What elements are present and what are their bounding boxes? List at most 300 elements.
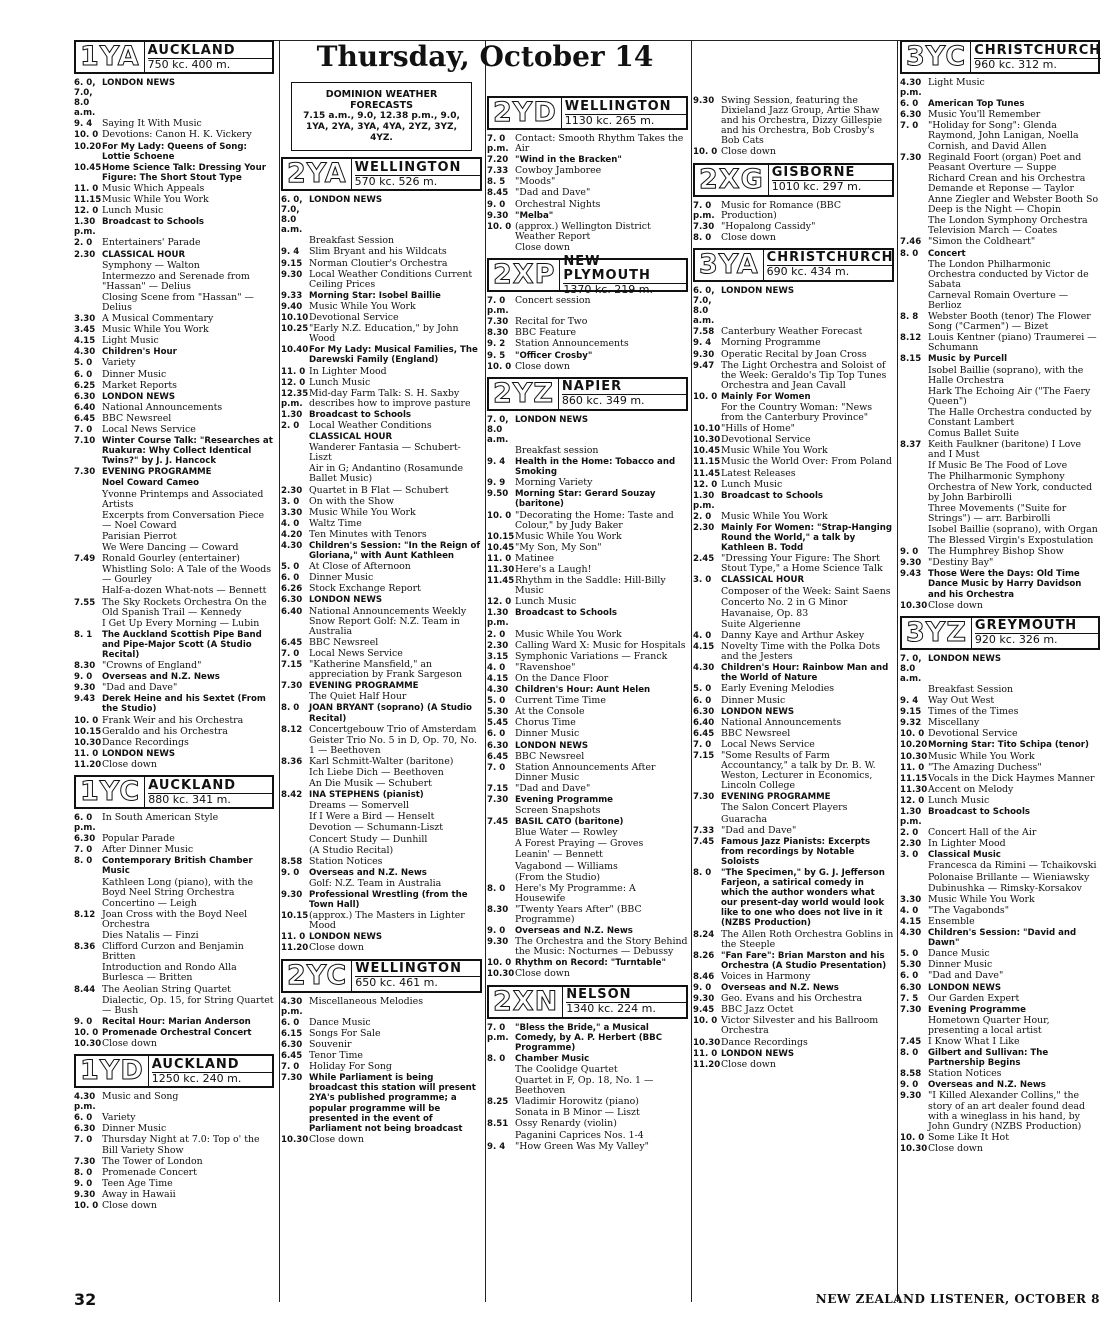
station-city: GISBORNE — [771, 165, 856, 181]
station-call-sign: 2XP — [493, 258, 556, 290]
programme-time: 10. 0 — [74, 715, 99, 726]
programme-time: 3. 0 — [281, 496, 300, 507]
programme-title: "Holiday for Song": Glenda Raymond, John Lanigan, Noella Cornish, and David Allen — [928, 120, 1079, 152]
programme-time — [74, 931, 102, 941]
programme-item — [74, 1113, 274, 1123]
programme-time: 7.30 — [900, 1004, 922, 1015]
station-call-sign: 2XN — [493, 985, 559, 1017]
programme-title: Dialectic, Op. 15, for String Quartet — Bush — [102, 994, 274, 1016]
programme-title: Variety — [102, 1112, 136, 1124]
programme-time: 4. 0 — [281, 518, 300, 529]
station-frequency: 920 kc. 326 m. — [975, 633, 1098, 646]
programme-time: 10.20 — [900, 740, 928, 751]
station-call-sign: 2YZ — [493, 377, 554, 409]
programme-title: Morning Star: Tito Schipa (tenor) — [928, 740, 1089, 751]
programme-item — [281, 911, 482, 931]
programme-time: 7.15 — [487, 783, 509, 794]
station-header — [281, 959, 482, 993]
programme-item — [900, 949, 1100, 959]
programme-title: Joan Cross with the Boyd Neel Orchestra — [102, 908, 248, 930]
programme-time: 9. 0 — [900, 1080, 919, 1091]
programme-title: Richard Crean and his Orchestra Demande et Reponse — Taylor — [928, 172, 1086, 194]
programme-item — [281, 638, 482, 648]
programme-title: Parisian Pierrot — [102, 530, 177, 542]
programme-title: Close down — [515, 360, 570, 372]
programme-time: 4.30 p.m. — [900, 78, 922, 99]
programme-item — [693, 803, 894, 813]
programme-title: Voices in Harmony — [721, 970, 811, 982]
programme-item — [693, 663, 894, 683]
programme-item — [281, 378, 482, 388]
station-city: CHRISTCHURCH — [974, 42, 1102, 58]
programme-title: LONDON NEWS — [721, 706, 795, 717]
station-frequency: 1130 kc. 265 m. — [565, 114, 686, 127]
programme-item — [693, 609, 894, 619]
programme-time — [693, 815, 721, 825]
programme-item — [693, 631, 894, 641]
programme-item — [487, 166, 688, 176]
programme-title: "Dad and Dave" — [515, 782, 591, 794]
programme-item — [900, 696, 1100, 706]
programme-title: BBC Newsreel — [309, 636, 379, 648]
programme-title: Concerto No. 2 in G Minor — [721, 596, 848, 608]
programme-item — [281, 835, 482, 845]
programme-title: Quartet in B Flat — Schubert — [309, 484, 449, 496]
programme-title: Excerpts from Conversation Piece — Noel Coward — [102, 509, 265, 531]
programme-item — [900, 408, 1100, 428]
programme-title: BBC Newsreel — [102, 412, 172, 424]
programme-time: 2.30 — [900, 839, 922, 850]
programme-time — [74, 619, 102, 629]
programme-item — [487, 554, 688, 564]
programme-time: 6.25 — [74, 380, 96, 391]
programme-item — [487, 1142, 688, 1152]
programme-item — [693, 868, 894, 929]
programme-time: 7.30 — [281, 1073, 303, 1084]
programme-time: 10. 0 — [487, 221, 512, 232]
programme-title: Music While You Work — [515, 530, 622, 542]
programme-title: Lunch Music — [515, 596, 577, 608]
programme-title: Danny Kaye and Arthur Askey — [721, 629, 865, 641]
station-frequency: 1250 kc. 240 m. — [152, 1072, 272, 1085]
programme-item — [693, 480, 894, 490]
programme-title: Devotions: Canon H. K. Vickery — [102, 129, 252, 141]
programme-item — [693, 233, 894, 243]
programme-time: 7. 0 p.m. — [487, 134, 509, 155]
programme-item — [487, 511, 688, 531]
programme-item — [693, 740, 894, 750]
programme-title: Morning Variety — [515, 477, 593, 489]
programme-item — [281, 345, 482, 365]
programme-title: Station Notices — [309, 855, 383, 867]
station-frequency: 690 kc. 434 m. — [767, 265, 894, 278]
programme-item — [487, 597, 688, 607]
programme-title: LONDON NEWS — [102, 391, 176, 402]
station-frequency: 750 kc. 400 m. — [148, 58, 272, 71]
programme-item — [74, 543, 274, 553]
programme-title: Home Science Talk: Dressing Your Figure: The Short Stout Type — [102, 162, 266, 183]
programme-time: 6. 0 — [900, 99, 919, 110]
programme-time: 10.30 — [281, 1134, 309, 1145]
programme-title: Webster Booth (tenor) The Flower Song ("Carmen") — Bizet — [928, 311, 1091, 333]
programme-item — [900, 569, 1100, 599]
programme-time: 6. 0 — [74, 369, 93, 380]
programme-time: 9. 0 — [281, 867, 300, 878]
forecast-times: 7.15 a.m., 9.0, 12.38 p.m., 9.0, 1YA, 2YA, 3YA, 4YA, 2YZ, 3YZ, 4YZ. — [303, 111, 460, 143]
programme-item — [281, 247, 482, 257]
programme-time: 2.30 — [281, 485, 303, 496]
programme-item — [900, 525, 1100, 535]
programme-title: LONDON NEWS — [309, 195, 383, 205]
programme-item — [693, 1060, 894, 1070]
programme-item — [281, 432, 482, 442]
programme-title: National Announcements — [721, 716, 842, 728]
programme-title: Dance Music — [928, 948, 990, 960]
programme-title: Concert — [928, 248, 966, 259]
programme-time: 3.45 — [74, 325, 96, 336]
programme-item — [281, 236, 482, 246]
programme-time: 7. 0 — [281, 648, 300, 659]
programme-time — [74, 293, 102, 313]
programme-title: Overseas and N.Z. News — [928, 1080, 1046, 1091]
programme-time: 10.30 — [74, 737, 102, 748]
programme-time: 9. 0 — [74, 672, 93, 683]
programme-time: 5. 0 — [693, 684, 712, 695]
programme-item — [900, 472, 1100, 502]
programme-item — [281, 736, 482, 756]
programme-time — [900, 195, 928, 215]
programme-time — [693, 403, 721, 423]
programme-item — [74, 272, 274, 292]
programme-title: Slim Bryant and his Wildcats — [309, 246, 447, 258]
programme-time — [487, 1065, 515, 1075]
programme-time: 10.45 — [74, 162, 102, 173]
programme-item — [487, 969, 688, 979]
programme-title: "Decorating the Home: Taste and Colour," by Judy Baker — [515, 509, 674, 531]
programme-title: Morning Star: Gerard Souzay (baritone) — [515, 489, 656, 510]
programme-item — [900, 312, 1100, 332]
programme-title: An Die Musik — Schubert — [309, 778, 432, 790]
programme-time: 7. 0, 8.0 a.m. — [487, 414, 509, 445]
programme-time: 7. 0 — [900, 121, 919, 132]
programme-title: Close down — [928, 599, 983, 611]
programme-time: 7.15 — [693, 750, 715, 761]
programme-title: Local News Service — [102, 424, 196, 435]
programme-item — [693, 815, 894, 825]
programme-time: 9.15 — [281, 258, 303, 269]
programme-item — [281, 324, 482, 344]
programme-title: A Musical Commentary — [102, 313, 214, 325]
programme-time: 6.45 — [281, 1051, 303, 1062]
programme-time: 7.33 — [487, 166, 509, 177]
programme-title: Music While You Work — [515, 628, 622, 640]
programme-title: In South American Style — [102, 812, 219, 823]
programme-time: 9.30 — [900, 1091, 922, 1102]
programme-title: Contact: Smooth Rhythm Takes the Air — [515, 133, 684, 155]
programme-title: Accent on Melody — [928, 783, 1014, 795]
programme-title: "Melba" — [515, 210, 554, 221]
programme-item — [487, 674, 688, 684]
programme-item — [900, 861, 1100, 871]
programme-title: Ensemble — [928, 915, 975, 927]
programme-time: 9.47 — [693, 360, 715, 371]
programme-time — [281, 779, 309, 789]
programme-item — [487, 630, 688, 640]
programme-item — [693, 424, 894, 434]
station-info — [558, 379, 686, 409]
programme-item — [74, 1201, 274, 1211]
programme-title: Promenade Concert — [102, 1166, 197, 1178]
programme-time: 9.50 — [487, 489, 509, 500]
programme-item — [487, 351, 688, 361]
programme-title: Light Music — [928, 77, 985, 88]
programme-time: 9.45 — [693, 1005, 715, 1016]
programme-title: Broadcast to Schools — [309, 409, 412, 420]
programme-title: Devotional Service — [721, 434, 811, 446]
programme-time — [900, 291, 928, 311]
programme-item — [487, 200, 688, 210]
programme-item — [900, 895, 1100, 905]
programme-time — [74, 261, 102, 271]
programme-title: Overseas and N.Z. News — [515, 926, 633, 937]
programme-title: BASIL CATO (baritone) — [515, 817, 624, 828]
programme-time: 10.15 — [281, 911, 309, 922]
programme-title: Dinner Music — [102, 1123, 167, 1135]
programme-item — [487, 134, 688, 154]
programme-item — [74, 683, 274, 693]
programme-time: 6.15 — [281, 1028, 303, 1039]
programme-item — [900, 1091, 1100, 1131]
programme-time: 6.40 — [281, 606, 303, 617]
programme-title: Dinner Music — [102, 368, 167, 380]
programme-item — [74, 899, 274, 909]
programme-time — [74, 565, 102, 585]
programme-title: Hometown Quarter Hour, presenting a local artist — [928, 1014, 1050, 1036]
programme-item — [281, 291, 482, 301]
programme-time: 4.30 p.m. — [281, 996, 303, 1017]
programme-time: 3.30 — [74, 314, 96, 325]
programme-item — [281, 703, 482, 723]
programme-time — [693, 803, 721, 813]
programme-time: 7.30 — [693, 221, 715, 232]
programme-title: Wanderer Fantasia — Schubert-Liszt — [309, 442, 461, 464]
programme-item — [74, 206, 274, 216]
programme-item — [281, 779, 482, 789]
programme-item — [487, 362, 688, 372]
programme-title: Music the World Over: From Poland — [721, 456, 892, 468]
station-city: NAPIER — [561, 379, 623, 395]
programme-time — [693, 587, 721, 597]
programme-item — [74, 749, 274, 759]
column-rule — [897, 40, 898, 1302]
programme-title: National Announcements Weekly Snow Report Golf: N.Z. Team in Australia — [309, 605, 467, 637]
programme-item — [900, 249, 1100, 259]
programme-item — [693, 512, 894, 522]
programme-item — [74, 78, 274, 118]
station-city: GREYMOUTH — [974, 618, 1078, 634]
programme-time — [487, 243, 515, 253]
programme-item — [74, 942, 274, 962]
programme-item — [281, 660, 482, 680]
programme-title: EVENING PROGRAMME — [721, 792, 831, 803]
programme-item — [487, 1131, 688, 1141]
programme-time: 7.30 — [281, 681, 303, 692]
programme-title: Operatic Recital by Joan Cross — [721, 348, 867, 360]
programme-time — [900, 387, 928, 407]
programme-time — [74, 511, 102, 531]
programme-item — [693, 620, 894, 630]
programme-time: 3.15 — [487, 651, 509, 662]
programme-title: Broadcast to Schools — [515, 608, 618, 619]
programme-time: 8.58 — [281, 856, 303, 867]
programme-title: Station Announcements — [515, 338, 629, 350]
programme-item — [281, 508, 482, 518]
programme-item — [281, 823, 482, 833]
programme-time: 1.30 p.m. — [900, 807, 922, 828]
programme-title: Vagabond — Williams — [515, 860, 618, 872]
programme-title: Entertainers' Parade — [102, 237, 201, 249]
programme-time: 6. 0 — [74, 1113, 93, 1124]
programme-time — [281, 692, 309, 702]
programme-time: 7. 0 — [281, 1062, 300, 1073]
programme-item — [487, 850, 688, 860]
programme-title: Ten Minutes with Tenors — [309, 528, 427, 540]
programme-time: 9. 0 — [900, 547, 919, 558]
programme-item — [900, 237, 1100, 247]
programme-item — [487, 718, 688, 728]
programme-title: Concertgebouw Trio of Amsterdam — [309, 723, 477, 735]
programme-time: 5. 0 — [900, 949, 919, 960]
programme-title: Songs For Sale — [309, 1027, 381, 1039]
programme-item — [74, 358, 274, 368]
programme-title: EVENING PROGRAMME — [102, 467, 212, 478]
programme-time: 11.20 — [74, 759, 102, 770]
programme-title: Calling Ward X: Music for Hospitals — [515, 639, 686, 651]
programme-item — [487, 1097, 688, 1107]
programme-time: 6. 0 — [900, 971, 919, 982]
programme-item — [281, 367, 482, 377]
programme-time: 9.15 — [900, 707, 922, 718]
programme-title: The Salon Concert Players — [721, 802, 848, 814]
station-call-sign: 2XG — [699, 163, 764, 195]
programme-title: Three Movements ("Suite for Strings") — arr. Barbirolli — [928, 502, 1067, 524]
programme-item — [900, 1144, 1100, 1154]
programme-title: Winter Course Talk: "Researches at Ruakura: Why Collect Identical Twins?" by J. J. Hancock — [102, 436, 273, 467]
programme-time: 10.45 — [693, 446, 721, 457]
programme-item — [281, 410, 482, 420]
programme-item — [74, 1179, 274, 1189]
programme-title: "Moods" — [515, 176, 556, 188]
programme-item — [281, 846, 482, 856]
programme-title: Music Which Appeals — [102, 182, 205, 194]
programme-time: 7. 0 — [693, 739, 712, 750]
programme-time — [281, 236, 309, 246]
programme-time — [74, 963, 102, 983]
programme-time: 10.30 — [693, 1037, 721, 1048]
programme-item — [74, 467, 274, 477]
programme-title: Noel Coward Cameo — [102, 478, 199, 489]
programme-time: 11.45 — [693, 468, 721, 479]
programme-item — [487, 884, 688, 904]
programme-item — [74, 856, 274, 876]
programme-time: 3. 0 — [900, 850, 919, 861]
programme-item — [281, 757, 482, 767]
programme-time: 5. 0 — [487, 696, 506, 707]
programme-time: 10. 0 — [693, 1016, 718, 1027]
programme-item — [74, 963, 274, 983]
programme-time: 9.30 — [900, 558, 922, 569]
programme-item — [693, 1038, 894, 1048]
programme-item — [281, 1040, 482, 1050]
programme-item — [487, 339, 688, 349]
programme-time: 6. 0, 7.0, 8.0 a.m. — [74, 78, 96, 119]
programme-time: 10.25 — [281, 324, 309, 335]
programme-time — [900, 525, 928, 535]
programme-title: Clifford Curzon and Benjamin Britten — [102, 941, 244, 963]
column-4 — [693, 96, 894, 1075]
programme-time: 8.25 — [487, 1097, 509, 1108]
programme-item — [487, 958, 688, 968]
programme-item — [74, 996, 274, 1016]
programme-time — [900, 461, 928, 471]
programme-item — [900, 828, 1100, 838]
station-call-sign: 2YD — [493, 96, 557, 128]
programme-item — [281, 607, 482, 637]
programme-item — [900, 807, 1100, 827]
programme-title: Dubinushka — Rimsky-Korsakov — [928, 882, 1082, 894]
programme-title: Close down — [515, 968, 570, 980]
programme-time — [900, 884, 928, 894]
programme-item — [281, 857, 482, 867]
programme-item — [900, 796, 1100, 806]
programme-title: Tenor Time — [309, 1050, 363, 1062]
programme-title: Ronald Gourley (entertainer) — [102, 553, 240, 565]
programme-time: 11. 0 — [281, 366, 306, 377]
programme-title: Local News Service — [721, 738, 815, 750]
programme-title: Music While You Work — [721, 510, 828, 522]
programme-item — [900, 153, 1100, 173]
programme-item — [487, 543, 688, 553]
programme-time: 9. 4 — [900, 696, 919, 707]
programme-item — [487, 1065, 688, 1075]
programme-title: Music While You Work — [928, 750, 1035, 762]
programme-title: Thursday Night at 7.0: Top o' the Bill Variety Show — [102, 1134, 260, 1156]
programme-item — [281, 801, 482, 811]
programme-title: Rhythm in the Saddle: Hill-Billy Music — [515, 575, 666, 597]
programme-title: The Blessed Virgin's Expostulation — [928, 535, 1094, 547]
programme-time: 7.30 — [487, 794, 509, 805]
programme-title: Introduction and Rondo Alla Burlesca — Britten — [102, 962, 237, 984]
programme-item — [281, 997, 482, 1017]
programme-item — [693, 587, 894, 597]
programme-title: Here's My Programme: A Housewife — [515, 882, 636, 904]
programme-item — [487, 155, 688, 165]
programme-time: 10.10 — [281, 313, 309, 324]
programme-time: 4.30 p.m. — [74, 1092, 96, 1113]
station-info — [971, 618, 1098, 648]
programme-title: Lunch Music — [102, 205, 164, 217]
programme-time: 6.30 — [900, 110, 922, 121]
programme-item — [487, 1119, 688, 1129]
programme-time: 8. 8 — [900, 312, 919, 323]
programme-title: Children's Session: "David and Dawn" — [928, 928, 1077, 949]
programme-title: While Parliament is being broadcast this station will present 2YA's published programme; a popular programme will be presented in the event of Parliament not being broadcast — [309, 1073, 476, 1134]
programme-title: Polonaise Brillante — Wieniawsky — [928, 871, 1090, 883]
programme-title: Close down — [721, 231, 776, 243]
programme-time: 10. 0 — [74, 1201, 99, 1211]
programme-time: 4.15 — [693, 642, 715, 653]
programme-title: Norman Cloutier's Orchestra — [309, 257, 448, 269]
